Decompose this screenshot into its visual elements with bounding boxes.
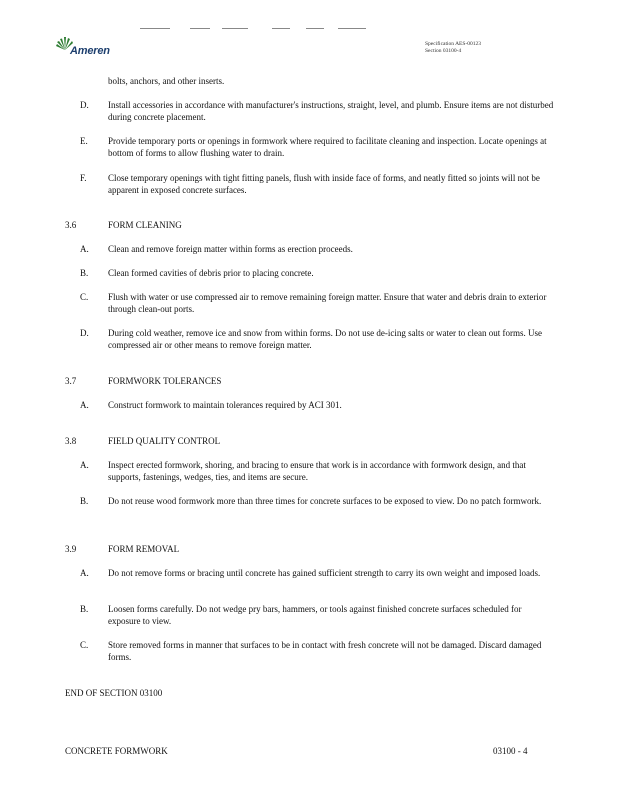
item-text: Inspect erected formwork, shoring, and bracing to ensure that work is in accordance with formwork design, and that supports, fastenings, wedges, ties, and items are secure.	[108, 460, 526, 482]
logo-wordmark: Ameren	[70, 45, 110, 57]
item-text: Flush with water or use compressed air to remove remaining foreign matter. Ensure that water and debris drain to exterior through clean-out ports.	[108, 292, 547, 314]
header-rule	[306, 28, 324, 29]
item-text: Do not remove forms or bracing until concrete has gained sufficient strength to carry its own weight and imposed loads.	[108, 568, 541, 578]
item-text: Clean and remove foreign matter within forms as erection proceeds.	[108, 244, 353, 254]
header-rule	[272, 28, 290, 29]
spec-reference	[425, 41, 481, 55]
item-letter: E.	[80, 136, 88, 146]
item-letter: A.	[80, 400, 89, 410]
header-rule	[338, 28, 366, 29]
item-letter: C.	[80, 640, 89, 650]
item-letter: B.	[80, 604, 89, 614]
spec-number: Specification AES-00123	[425, 41, 482, 47]
item-letter: D.	[80, 100, 89, 110]
section-title: FORM CLEANING	[108, 220, 182, 230]
section-number: 3.7	[65, 376, 77, 386]
header-rule	[222, 28, 248, 29]
footer-title: CONCRETE FORMWORK	[65, 746, 168, 756]
page-number: 03100 - 4	[493, 746, 528, 756]
item-text: Provide temporary ports or openings in formwork where required to facilitate cleaning and inspection. Locate openings at bottom of forms to allow flushing water to drain.	[108, 136, 547, 158]
header-rule	[140, 28, 170, 29]
item-text: Clean formed cavities of debris prior to placing concrete.	[108, 268, 314, 278]
section-number: 3.6	[65, 220, 77, 230]
section-title: FORM REMOVAL	[108, 544, 180, 554]
item-text: Construct formwork to maintain tolerances required by ACI 301.	[108, 400, 342, 410]
header-rule	[190, 28, 210, 29]
item-letter: F.	[80, 173, 87, 183]
section-title: FORMWORK TOLERANCES	[108, 376, 222, 386]
item-text: During cold weather, remove ice and snow from within forms. Do not use de-icing salts or water to clean out forms. Use compressed air or other means to remove foreign matter.	[108, 328, 543, 350]
item-letter: A.	[80, 244, 89, 254]
item-text: Store removed forms in manner that surfaces to be in contact with fresh concrete will not be damaged. Discard damaged forms.	[108, 640, 542, 662]
item-letter: B.	[80, 496, 89, 506]
item-letter: A.	[80, 568, 89, 578]
item-text: Install accessories in accordance with manufacturer's instructions, straight, level, and plumb. Ensure items are not disturbed during concrete placement.	[108, 100, 554, 122]
item-letter: B.	[80, 268, 89, 278]
end-of-section: END OF SECTION 03100	[65, 688, 163, 698]
section-number: Section 03100-4	[425, 48, 462, 54]
continuation-text: bolts, anchors, and other inserts.	[108, 76, 225, 86]
item-letter: D.	[80, 328, 89, 338]
section-number: 3.8	[65, 436, 77, 446]
item-text: Do not reuse wood formwork more than three times for concrete surfaces to be exposed to view. Do no patch formwork.	[108, 496, 542, 506]
item-letter: A.	[80, 460, 89, 470]
section-number: 3.9	[65, 544, 77, 554]
item-text: Close temporary openings with tight fitting panels, flush with inside face of forms, and neatly fitted so joints will not be apparent in exposed concrete surfaces.	[108, 173, 540, 195]
section-title: FIELD QUALITY CONTROL	[108, 436, 221, 446]
item-letter: C.	[80, 292, 89, 302]
item-text: Loosen forms carefully. Do not wedge pry bars, hammers, or tools against finished concrete surfaces scheduled for exposure to view.	[108, 604, 522, 626]
